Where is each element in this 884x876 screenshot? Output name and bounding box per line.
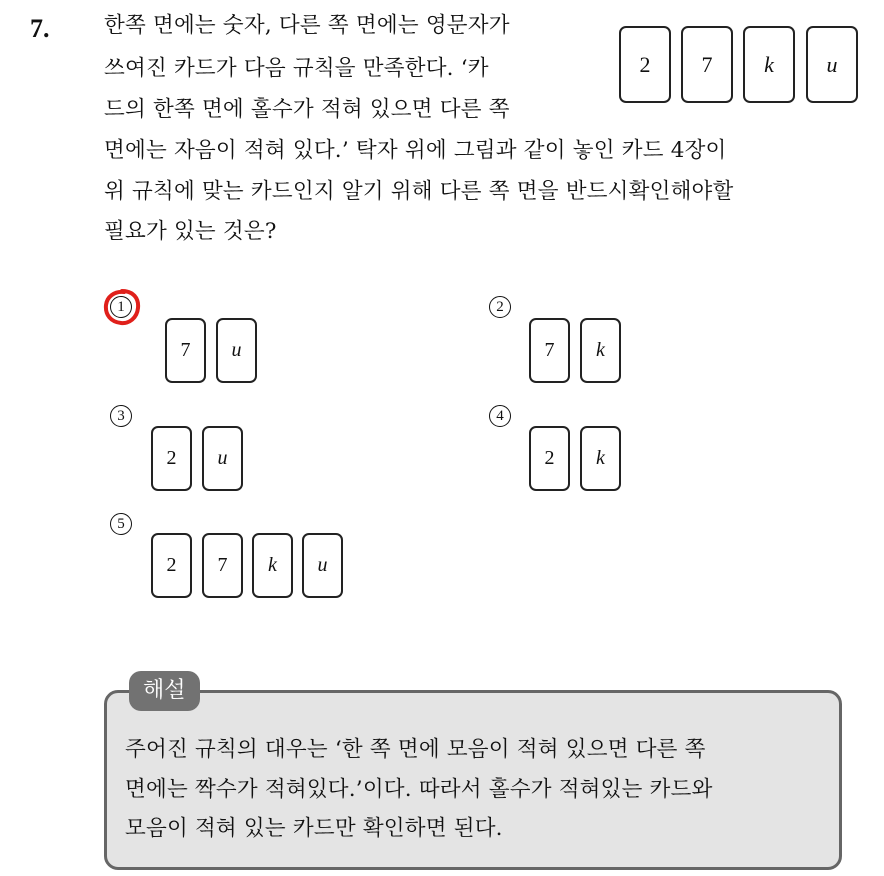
option-card: 7 (529, 318, 570, 383)
explanation-tag: 해설 (129, 671, 200, 711)
option-card: 2 (151, 533, 192, 598)
option-card: u (202, 426, 243, 491)
card-letter: u (806, 26, 858, 103)
option-card: 2 (529, 426, 570, 491)
option-number: 3 (110, 405, 132, 427)
option-card: k (580, 318, 621, 383)
question-line: 드의 한쪽 면에 홀수가 적혀 있으면 다른 쪽 (104, 97, 510, 122)
question-line: 쓰여진 카드가 다음 규칙을 만족한다. ‘카 (104, 56, 489, 81)
option-number: 2 (489, 296, 511, 318)
option-card: u (302, 533, 343, 598)
question-line: 한쪽 면에는 숫자, 다른 쪽 면에는 영문자가 (104, 13, 510, 38)
option-card: 2 (151, 426, 192, 491)
option-number: 4 (489, 405, 511, 427)
question-line: 필요가 있는 것은? (104, 219, 277, 244)
card-number: 7 (681, 26, 733, 103)
option-number: 5 (110, 513, 132, 535)
option-card: 7 (202, 533, 243, 598)
option-card: 7 (165, 318, 206, 383)
question-number: 7. (30, 14, 50, 43)
option-card: k (252, 533, 293, 598)
explanation-line: 면에는 짝수가 적혀있다.’이다. 따라서 홀수가 적혀있는 카드와 (125, 777, 713, 802)
question-line: 위 규칙에 맞는 카드인지 알기 위해 다른 쪽 면을 반드시확인해야할 (104, 179, 734, 204)
option-number: 1 (110, 296, 132, 318)
explanation-line: 주어진 규칙의 대우는 ‘한 쪽 면에 모음이 적혀 있으면 다른 쪽 (125, 737, 706, 762)
option-card: u (216, 318, 257, 383)
card-letter: k (743, 26, 795, 103)
card-number: 2 (619, 26, 671, 103)
option-card: k (580, 426, 621, 491)
question-line: 면에는 자음이 적혀 있다.’ 탁자 위에 그림과 같이 놓인 카드 4장이 (104, 138, 727, 163)
explanation-line: 모음이 적혀 있는 카드만 확인하면 된다. (125, 816, 503, 841)
